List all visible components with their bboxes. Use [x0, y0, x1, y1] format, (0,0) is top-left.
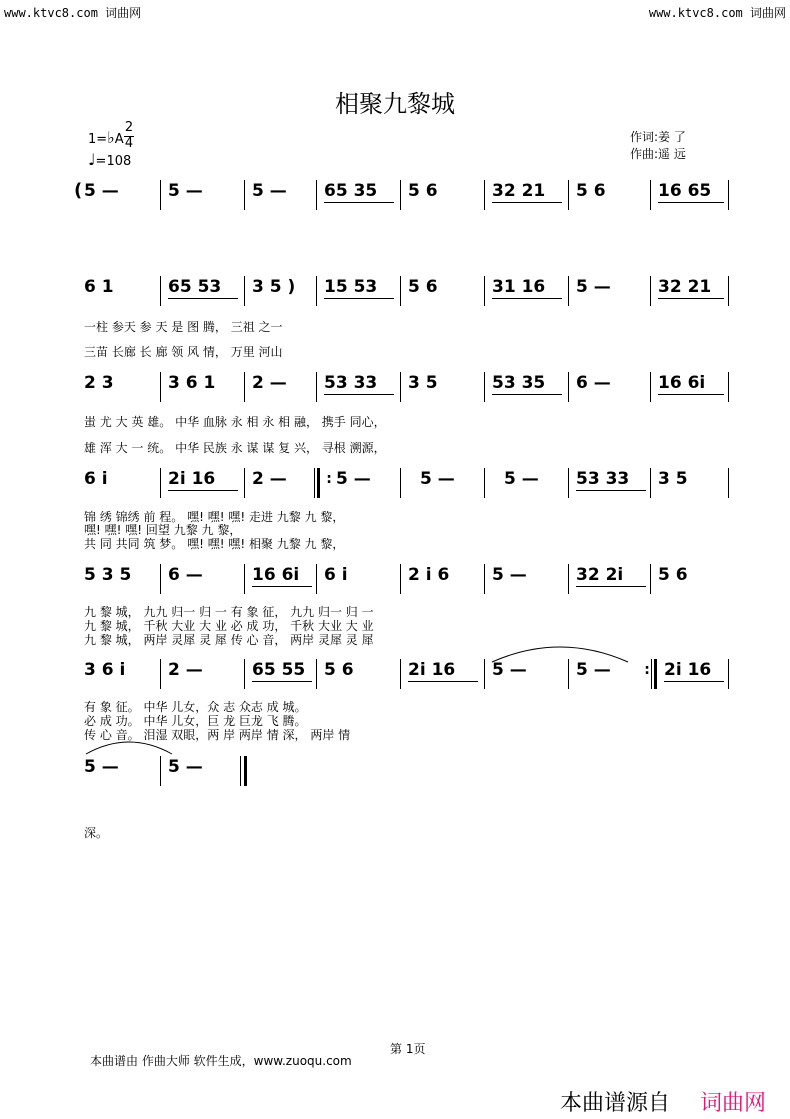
lyric-line: 必 成 功。 中华 儿女，巨 龙 巨龙 飞 腾。: [84, 714, 307, 728]
key-prefix: 1=: [88, 132, 108, 147]
score-row-1: [74, 180, 730, 210]
barline: [568, 180, 569, 210]
key-signature: [88, 128, 124, 147]
lyric-line: 嘿! 嘿! 嘿! 回望 九黎 九 黎，: [84, 523, 242, 537]
source-brand: 词曲网: [700, 1091, 767, 1116]
lyric-line: 共 同 共同 筑 梦。 嘿! 嘿! 嘿! 相聚 九黎 九 黎，: [84, 537, 345, 551]
measure-4: 6 i: [324, 565, 348, 585]
barline: [484, 468, 485, 498]
measure-5: 5 6: [408, 181, 438, 201]
barline: [650, 564, 651, 594]
repeat-barline-thick: [654, 659, 657, 689]
barline: [316, 659, 317, 689]
barline: [244, 468, 245, 498]
measure-4: 5 —: [336, 469, 371, 489]
barline: [650, 372, 651, 402]
measure-7: 5 —: [576, 660, 611, 680]
measure-7: 6 —: [576, 373, 611, 393]
repeat-barline-thick: [317, 468, 320, 498]
barline: [316, 180, 317, 210]
barline: [484, 659, 485, 689]
time-bottom: 4: [124, 136, 134, 151]
measure-2: 65 53: [168, 276, 238, 299]
measure-8: 16 65: [658, 180, 724, 203]
barline: [160, 564, 161, 594]
final-barline: [240, 756, 241, 786]
key-note: A: [114, 132, 124, 147]
barline: [728, 659, 729, 689]
repeat-barline: [314, 468, 315, 498]
measure-3: 16 6i: [252, 564, 312, 587]
song-title: 相聚九黎城: [335, 90, 455, 118]
repeat-dots: :: [644, 662, 650, 678]
measure-6: 53 35: [492, 372, 562, 395]
barline: [244, 276, 245, 306]
barline: [568, 564, 569, 594]
tempo-marking: [88, 150, 131, 169]
barline: [244, 659, 245, 689]
lyric-line: 蚩 尤 大 英 雄。 中华 血脉 永 相 永 相 融， 携手 同心，: [84, 415, 386, 429]
score-row-6: [84, 659, 730, 689]
score-row-5: [84, 564, 730, 594]
barline: [650, 276, 651, 306]
measure-5: 2 i 6: [408, 565, 450, 585]
barline: [568, 276, 569, 306]
measure-8: 16 6i: [658, 372, 724, 395]
score-row-3: [84, 372, 730, 402]
barline: [160, 659, 161, 689]
lyric-line: 一柱 参天 参 天 是 图 腾， 三祖 之一: [84, 320, 283, 334]
measure-6: 32 21: [492, 180, 562, 203]
barline: [160, 756, 161, 786]
lyric-line: 雄 浑 大 一 统。 中华 民族 永 谋 谋 复 兴， 寻根 溯源，: [84, 441, 386, 455]
measure-3: 3 5 ): [252, 277, 296, 297]
measure-8: 2i 16: [664, 659, 724, 682]
software-credit: 本曲谱由 作曲大师 软件生成，www.zuoqu.com: [90, 1054, 352, 1068]
measure-1: 3 6 i: [84, 660, 126, 680]
measure-1: 6 1: [84, 277, 114, 297]
measure-8: 5 6: [658, 565, 688, 585]
score-row-7: [84, 756, 730, 786]
slur-arc: [490, 640, 630, 664]
barline: [400, 180, 401, 210]
barline: [728, 468, 729, 498]
barline: [160, 468, 161, 498]
measure-5: 5 —: [420, 469, 455, 489]
measure-6: 5 —: [504, 469, 539, 489]
measure-2: 2i 16: [168, 468, 238, 491]
lyric-line: 九 黎 城， 九九 归一 归 一 有 象 征， 九九 归一 归 一: [84, 605, 374, 619]
lyric-line: 三苗 长廊 长 廊 领 风 情， 万里 河山: [84, 345, 283, 359]
barline: [400, 564, 401, 594]
measure-6: 5 —: [492, 565, 527, 585]
measure-2: 5 —: [168, 757, 203, 777]
barline: [650, 180, 651, 210]
barline: [400, 468, 401, 498]
measure-8: 32 21: [658, 276, 724, 299]
barline: [484, 276, 485, 306]
measure-1: 5 —: [84, 757, 119, 777]
site-watermark-right: www.ktvc8.com 词曲网: [648, 6, 786, 20]
lyric-line: 有 象 征。 中华 儿女，众 志 众志 成 城。: [84, 700, 307, 714]
measure-5: 3 5: [408, 373, 438, 393]
lyric-line: 深。: [84, 826, 109, 840]
measure-3: 65 55: [252, 659, 312, 682]
measure-4: 65 35: [324, 180, 394, 203]
open-paren: (: [74, 180, 83, 201]
lyric-line: 传 心 音。 泪湿 双眼，两 岸 两岸 情 深， 两岸 情: [84, 728, 351, 742]
measure-6: 5 —: [492, 660, 527, 680]
lyric-line: 九 黎 城， 两岸 灵犀 灵 犀 传 心 音， 两岸 灵犀 灵 犀: [84, 633, 374, 647]
barline: [400, 276, 401, 306]
repeat-dots: :: [326, 471, 332, 487]
barline: [728, 180, 729, 210]
measure-4: 15 53: [324, 276, 394, 299]
measure-7: 5 6: [576, 181, 606, 201]
time-top: 2: [124, 120, 134, 135]
lyric-line: 九 黎 城， 千秋 大业 大 业 必 成 功， 千秋 大业 大 业: [84, 619, 374, 633]
barline: [244, 180, 245, 210]
barline: [160, 180, 161, 210]
barline: [484, 372, 485, 402]
lyric-line: 锦 绣 锦绣 前 程。 嘿! 嘿! 嘿! 走进 九黎 九 黎，: [84, 510, 345, 524]
composer: 作曲:遥 远: [630, 147, 686, 161]
barline: [244, 564, 245, 594]
measure-6: 31 16: [492, 276, 562, 299]
final-barline-thick: [244, 756, 247, 786]
source-label: 本曲谱源自: [560, 1091, 671, 1116]
measure-3: 2 —: [252, 373, 287, 393]
measure-2: 3 6 1: [168, 373, 216, 393]
measure-1: 5 —: [84, 181, 119, 201]
barline: [484, 180, 485, 210]
barline: [400, 659, 401, 689]
measure-7: 32 2i: [576, 564, 646, 587]
measure-3: 5 —: [252, 181, 287, 201]
time-signature: [124, 121, 134, 151]
measure-4: 53 33: [324, 372, 394, 395]
barline: [484, 564, 485, 594]
measure-2: 6 —: [168, 565, 203, 585]
barline: [568, 372, 569, 402]
measure-7: 53 33: [576, 468, 646, 491]
barline: [568, 468, 569, 498]
slur-arc: [84, 736, 174, 756]
flat-icon: ♭: [107, 128, 115, 147]
page-number: 第 1页: [390, 1042, 426, 1056]
barline: [244, 372, 245, 402]
measure-5: 5 6: [408, 277, 438, 297]
repeat-barline: [651, 659, 652, 689]
measure-4: 5 6: [324, 660, 354, 680]
barline: [316, 276, 317, 306]
measure-5: 2i 16: [408, 659, 478, 682]
measure-2: 5 —: [168, 181, 203, 201]
site-watermark-left: www.ktvc8.com 词曲网: [4, 6, 142, 20]
measure-1: 2 3: [84, 373, 114, 393]
measure-3: 2 —: [252, 469, 287, 489]
measure-8: 3 5: [658, 469, 688, 489]
measure-7: 5 —: [576, 277, 611, 297]
barline: [316, 564, 317, 594]
score-row-4: [84, 468, 730, 498]
lyricist: 作词:姜 了: [630, 130, 686, 144]
barline: [316, 372, 317, 402]
tempo-value: =108: [95, 154, 132, 169]
barline: [400, 372, 401, 402]
barline: [160, 372, 161, 402]
barline: [160, 276, 161, 306]
score-row-2: [84, 276, 730, 306]
quarter-note-icon: ♩: [88, 150, 96, 169]
barline: [728, 372, 729, 402]
measure-1: 5 3 5: [84, 565, 132, 585]
measure-2: 2 —: [168, 660, 203, 680]
barline: [728, 276, 729, 306]
measure-1: 6 i: [84, 469, 108, 489]
barline: [650, 468, 651, 498]
